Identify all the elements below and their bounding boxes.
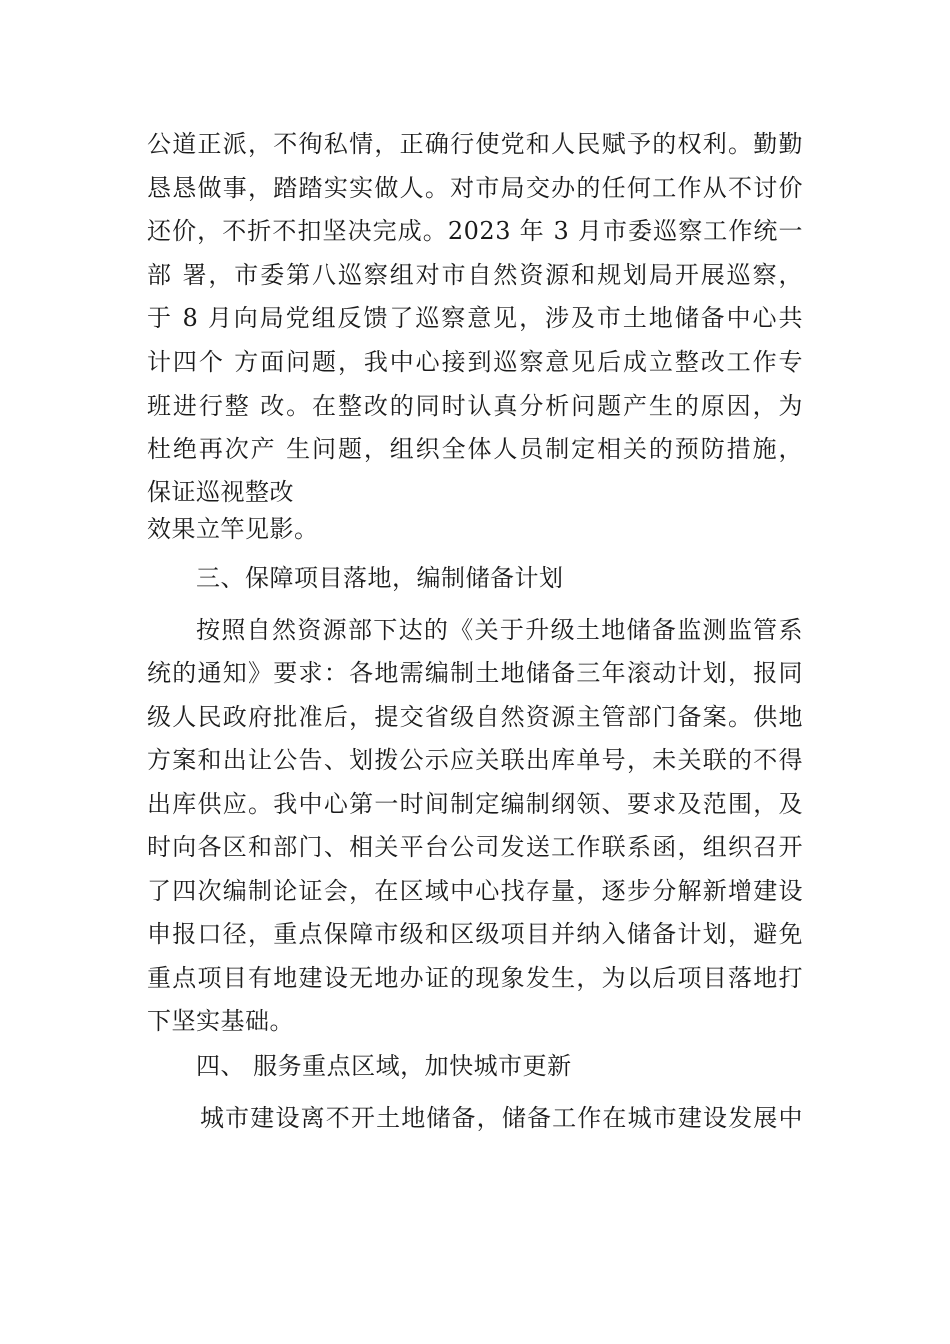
paragraph-line: 班进行整 改。在整改的同时认真分析问题产生的原因，为 [147, 392, 803, 420]
paragraph-line: 按照自然资源部下达的《关于升级土地储备监测监管系 [196, 616, 803, 644]
paragraph-line: 还价，不折不扣坚决完成。2023 年 3 月市委巡察工作统一 [147, 217, 803, 245]
paragraph-line: 公道正派，不徇私情，正确行使党和人民赋予的权利。勤勤 [147, 130, 803, 158]
paragraph-line: 级人民政府批准后，提交省级自然资源主管部门备案。供地 [147, 703, 803, 731]
paragraph-line: 重点项目有地建设无地办证的现象发生，为以后项目落地打 [147, 964, 803, 992]
paragraph-line: 恳恳做事，踏踏实实做人。对市局交办的任何工作从不讨价 [147, 174, 803, 202]
paragraph-line: 部 署，市委第八巡察组对市自然资源和规划局开展巡察， [147, 261, 803, 289]
paragraph-line: 杜绝再次产 生问题，组织全体人员制定相关的预防措施， [147, 435, 803, 463]
paragraph-line: 方案和出让公告、划拨公示应关联出库单号，未关联的不得 [147, 746, 803, 774]
paragraph-line: 城市建设离不开土地储备，储备工作在城市建设发展中 [200, 1104, 803, 1132]
paragraph-line: 统的通知》要求：各地需编制土地储备三年滚动计划，报同 [147, 659, 803, 687]
paragraph-line: 效果立竿见影。 [147, 515, 319, 543]
paragraph-line: 计四个 方面问题，我中心接到巡察意见后成立整改工作专 [147, 348, 803, 376]
paragraph-line: 保证巡视整改 [147, 478, 294, 506]
section-heading: 三、保障项目落地，编制储备计划 [196, 564, 564, 592]
paragraph-line: 下坚实基础。 [147, 1007, 294, 1035]
paragraph-line: 时向各区和部门、相关平台公司发送工作联系函，组织召开 [147, 833, 803, 861]
paragraph-line: 了四次编制论证会，在区域中心找存量，逐步分解新增建设 [147, 877, 803, 905]
paragraph-line: 出库供应。我中心第一时间制定编制纲领、要求及范围，及 [147, 790, 803, 818]
section-heading: 四、 服务重点区域，加快城市更新 [196, 1052, 572, 1080]
paragraph-line: 申报口径，重点保障市级和区级项目并纳入储备计划，避免 [147, 920, 803, 948]
paragraph-line: 于 8 月向局党组反馈了巡察意见，涉及市土地储备中心共 [147, 304, 803, 332]
